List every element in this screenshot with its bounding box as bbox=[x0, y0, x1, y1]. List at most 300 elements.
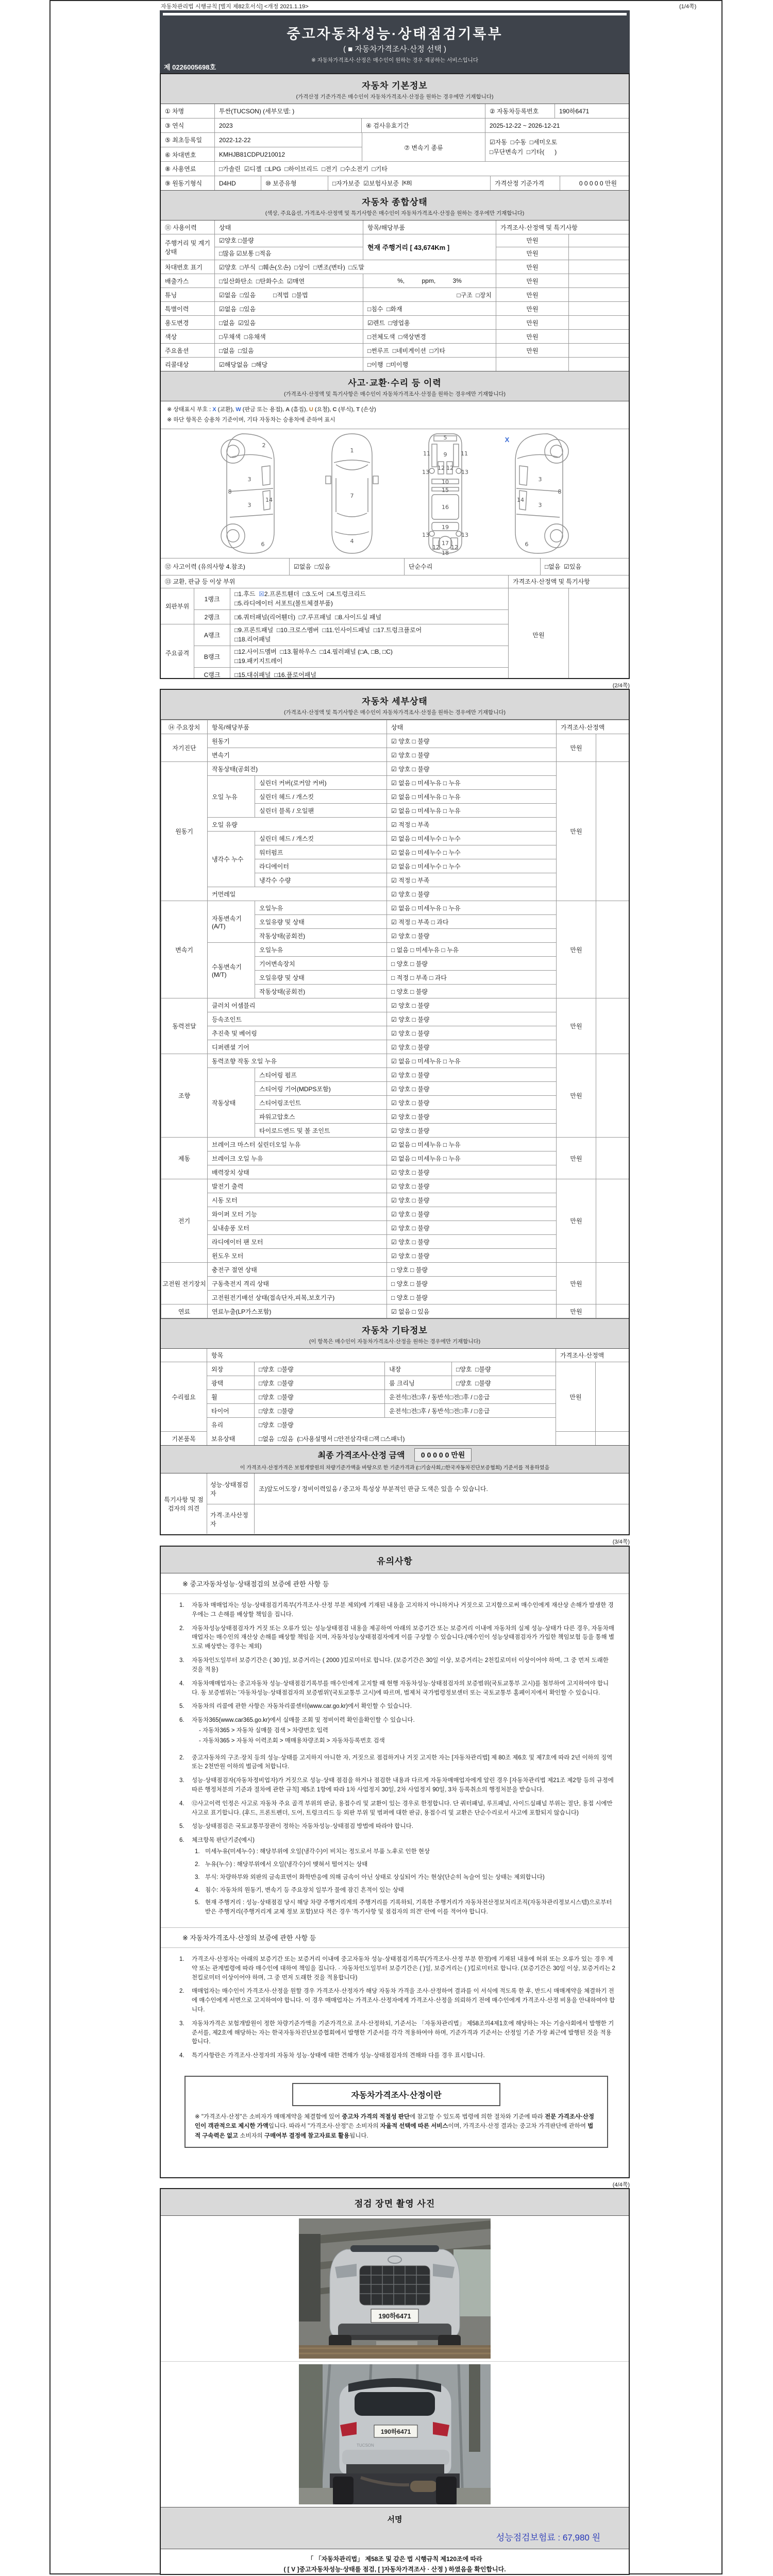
notice-sub-number: 3. bbox=[195, 1874, 200, 1880]
opinion-rows bbox=[207, 1473, 630, 1534]
detail-subtitle: (가격조사·산정액 및 특기사항은 매수인이 자동차가격조사·산정을 원하는 경우에만 기재합니다) bbox=[284, 709, 506, 716]
item-cell: 스티어링 펌프 bbox=[255, 1068, 387, 1082]
notice-sub-number: 4. bbox=[195, 1887, 200, 1893]
blank bbox=[569, 344, 630, 357]
detail-row bbox=[161, 1054, 630, 1068]
notice-item-number: 6. bbox=[179, 1837, 184, 1844]
outer-panel-label: 외판부위 bbox=[161, 588, 194, 624]
notice-sub-item bbox=[195, 1886, 615, 1895]
device-cell: 전기 bbox=[161, 1179, 208, 1263]
price-unit: 만원 bbox=[496, 330, 569, 343]
rank1-line1 bbox=[234, 589, 366, 599]
item-cell: 실린더 헤드 / 개스킷 bbox=[255, 832, 387, 845]
state-cell: ☑ 없음 □ 미세누수 □ 누수 bbox=[387, 832, 557, 845]
price-unit: 만원 bbox=[496, 288, 569, 301]
blank bbox=[569, 588, 630, 679]
option-item: □썬루프 □네비게이션 □기타 bbox=[363, 344, 496, 357]
box-text-segment: 중고차 가격의 적절성 판단 bbox=[342, 2114, 410, 2121]
page-marker-3: (3/4쪽) bbox=[612, 1539, 630, 1545]
notice-item bbox=[179, 1656, 615, 1675]
reg-no-label: ② 자동차등록번호 bbox=[485, 104, 555, 118]
usage-change-label: 용도변경 bbox=[161, 316, 215, 329]
other-col-price: 가격조사·산정액 bbox=[560, 1352, 604, 1359]
insurance-fee: 성능점검보험료 : 67,980 원 bbox=[496, 2533, 600, 2543]
notice-text: 자동차인도일부터 보증기간은 ( 30 )일, 보증거리는 ( 2000 )킬로미터로 합니다. (보증기간은 30일 이상, 보증거리는 2천킬로미터 이상이어야 하며, 그 중 먼저 도래한 것을 적용) bbox=[192, 1657, 609, 1673]
repair-item-state: □양호 □불량 bbox=[255, 1376, 385, 1390]
note-cell bbox=[596, 1054, 630, 1138]
price-unit-cell: 만원 bbox=[557, 734, 596, 762]
base-price-label: 가격산정 기준가격 bbox=[491, 176, 560, 190]
photo-rear bbox=[161, 2362, 629, 2507]
blank bbox=[569, 302, 630, 315]
page-3 bbox=[160, 1546, 630, 2178]
notice-sub-text: 미세누유(미세누수) : 해당부위에 오일(냉각수)이 비치는 정도로서 부품 노후로 인한 현상 bbox=[205, 1849, 430, 1855]
page-2 bbox=[160, 689, 630, 1535]
rank1-seg2: 2.프론트휀더 □3.도어 □4.트렁크리드 bbox=[264, 590, 366, 598]
appraiser-row bbox=[207, 1504, 630, 1534]
item-cell: 워터펌프 bbox=[255, 845, 387, 859]
col-state: 상태 bbox=[387, 720, 557, 734]
row-color bbox=[161, 330, 629, 344]
state-cell: ☑ 적정 □ 부족 bbox=[387, 873, 557, 887]
notice-sub-item bbox=[195, 1860, 615, 1870]
car-diagram-side-left bbox=[212, 431, 290, 556]
item-cell: 작동상태(공회전) bbox=[255, 929, 387, 943]
repair-item-state: □양호 □불량 bbox=[259, 1421, 294, 1429]
notice-sub-number: 2. bbox=[195, 1861, 200, 1868]
note-cell bbox=[596, 1179, 630, 1263]
note-cell bbox=[596, 998, 630, 1054]
rankC-row bbox=[194, 668, 508, 679]
detail-row bbox=[161, 1263, 630, 1277]
state-cell: ☑ 양호 □ 불량 bbox=[387, 1110, 557, 1124]
base-price-value: 0 0 0 0 0 만원 bbox=[579, 180, 617, 187]
notice-sub-text: 침수: 자동차의 원동기, 변속기 등 주요장치 일부가 물에 잠긴 흔적이 있는 상태 bbox=[205, 1887, 404, 1893]
panel-number: 13 bbox=[422, 531, 429, 538]
panel-number: 8 bbox=[228, 488, 232, 495]
state-cell: □ 없음 □ 미세누유 □ 누유 bbox=[387, 943, 557, 957]
overall-title: 자동차 종합상태 bbox=[362, 197, 428, 207]
panel-number: 12 bbox=[451, 544, 458, 551]
item-cell: 커먼레일 bbox=[208, 887, 387, 901]
panel-number: 13 bbox=[461, 531, 468, 538]
notice-item bbox=[179, 2052, 615, 2061]
item-cell: 클러치 어셈블리 bbox=[208, 998, 387, 1012]
row-recall bbox=[161, 358, 629, 371]
item-cell: 시동 모터 bbox=[208, 1193, 387, 1207]
basic-items-state: □없음 □있음 (□사용설명서 □안전삼각대 □잭 □스패너) bbox=[255, 1432, 556, 1445]
state-cell: □ 양호 □ 불량 bbox=[387, 1291, 557, 1304]
mileage-label: 주행거리 및 계기상태 bbox=[161, 234, 215, 260]
notice-text: 중고자동차의 구조·장치 등의 성능·상태를 고지하지 아니한 자, 거짓으로 점검하거나 거짓 고지한 자는 [자동차관리법] 제 80조 제6호 및 제7호에 따라 2년 이하의 징역 또는 2천만원 이하의 벌금에 처합니다. bbox=[192, 1754, 613, 1770]
state-cell: □ 양호 □ 불량 bbox=[387, 1263, 557, 1277]
state-cell: ☑ 없음 □ 있음 bbox=[387, 1304, 557, 1318]
item-cell: 추진축 및 베어링 bbox=[208, 1026, 387, 1040]
state-cell: □ 양호 □ 불량 bbox=[387, 985, 557, 998]
state-cell: ☑ 없음 □ 미세누수 □ 누수 bbox=[387, 859, 557, 873]
item-cell: 와이퍼 모터 기능 bbox=[208, 1207, 387, 1221]
blank bbox=[569, 358, 630, 371]
rank1-row bbox=[194, 588, 508, 610]
parts-label: ⑬ 교환, 판금 등 이상 부위 bbox=[161, 575, 509, 588]
repair-item-label: 내장 bbox=[385, 1362, 452, 1376]
overall-colhead bbox=[161, 221, 629, 234]
tuning-label: 튜닝 bbox=[161, 288, 215, 301]
state-cell: ☑ 없음 □ 미세누유 □ 누유 bbox=[387, 1151, 557, 1165]
panel-number: 5 bbox=[443, 434, 447, 441]
row-mileage bbox=[161, 234, 629, 260]
accident-header bbox=[161, 371, 629, 401]
item-cell: 타이로드엔드 및 볼 조인트 bbox=[255, 1124, 387, 1138]
notice-item bbox=[179, 1680, 615, 1698]
special-label: 특별이력 bbox=[161, 302, 215, 315]
item-cell: 스티어링 기어(MDPS포함) bbox=[255, 1082, 387, 1096]
panel-number: 2 bbox=[262, 442, 266, 449]
box-text-segment: 입니다. 따라서 "가격조사·산정"은 소비자의 bbox=[268, 2123, 380, 2130]
col-price: 가격조사·산정액 bbox=[557, 720, 630, 734]
other-colhead bbox=[161, 1349, 629, 1362]
color-item: □전체도색 □색상변경 bbox=[363, 330, 496, 343]
item-cell: 변속기 bbox=[208, 748, 387, 762]
recall-state: ☑해당없음 □해당 bbox=[215, 358, 363, 371]
photos-title: 점검 장면 촬영 사진 bbox=[354, 2199, 435, 2209]
first-reg-value: 2022-12-22 bbox=[219, 136, 251, 144]
notice-sub-item bbox=[195, 1848, 615, 1857]
notice-text: 매매업자는 매수인이 가격조사·산정을 원할 경우 가격조사·산정자가 해당 자동차 가격을 조사·산정하여 결과를 이 서식에 적도록 한 후, 반드시 매매계약을 체결하기 전에 매수인에게 서면으로 고지하여야 합니다. 이 경우 매매업자는 가격조사·산정자에게 가격조사·산정을 의뢰하기 전에 매수인에게 가격조사·산정 비용을 안내하여야 합니다. bbox=[192, 1988, 615, 2013]
state-cell: ☑ 양호 □ 불량 bbox=[387, 887, 557, 901]
notice-item-number: 5. bbox=[179, 1703, 184, 1710]
legend-part: A bbox=[285, 406, 290, 413]
item-cell: 실린더 블록 / 오일팬 bbox=[255, 804, 387, 818]
vin-label: ⑥ 차대번호 bbox=[161, 147, 215, 162]
confirmation-text bbox=[161, 2549, 629, 2575]
repair-item-label: 룸 크리닝 bbox=[385, 1376, 452, 1390]
inspection-photo-rear bbox=[299, 2364, 491, 2504]
price-unit-cell: 만원 bbox=[557, 762, 596, 901]
item-cell: 오일 유량 bbox=[208, 818, 387, 832]
notice-item-text bbox=[192, 1601, 615, 1620]
rank2-label: 2랭크 bbox=[194, 609, 230, 624]
item-cell: 등속조인트 bbox=[208, 1012, 387, 1026]
signature-title: 서명 bbox=[387, 2515, 402, 2524]
basic-items-sub: 보유상태 bbox=[207, 1432, 255, 1445]
state-cell: ☑ 없음 □ 미세누수 □ 누수 bbox=[387, 845, 557, 859]
notice-item bbox=[179, 1987, 615, 2014]
legend-part: U bbox=[309, 406, 313, 413]
detail-row bbox=[161, 1179, 630, 1193]
repair-row bbox=[207, 1418, 556, 1432]
notice-sub-list bbox=[195, 1848, 615, 1917]
rankC-items: □15.대쉬패널 □16.플로어패널 bbox=[234, 671, 316, 679]
notice-item-text bbox=[192, 1987, 615, 2014]
car-name-value: 투싼(TUCSON) (세부모델: ) bbox=[215, 104, 485, 118]
notice-item bbox=[179, 1716, 615, 1745]
notice-item bbox=[179, 1822, 615, 1832]
color-state: □무채색 □유채색 bbox=[215, 330, 363, 343]
simple-repair-label: 단순수리 bbox=[405, 558, 541, 575]
option-label: 주요옵션 bbox=[161, 344, 215, 357]
note-cell bbox=[596, 901, 630, 998]
sub-group-cell: 작동상태 bbox=[208, 1068, 255, 1138]
usage-change-item: ☑렌트 □영업용 bbox=[363, 316, 496, 329]
note-cell bbox=[596, 1304, 630, 1318]
repair-item-detail: 운전석□전□후 / 동반석□전□후 / □응급 bbox=[389, 1407, 490, 1415]
doc-title: 중고자동차성능·상태점검기록부 bbox=[287, 26, 503, 42]
detail-header bbox=[161, 690, 629, 720]
item-cell: 실린더 헤드 / 개스킷 bbox=[255, 790, 387, 804]
license-plate-rear: 190하6471 bbox=[380, 2428, 411, 2435]
blank bbox=[161, 1349, 207, 1362]
price-unit: 만원 bbox=[496, 344, 569, 357]
sub-group-cell: 수동변속기 (M/T) bbox=[208, 943, 255, 998]
emission-value: %, ppm, 3% bbox=[363, 274, 496, 287]
notice-item bbox=[179, 2020, 615, 2047]
state-cell: □ 양호 □ 불량 bbox=[387, 957, 557, 971]
firstreg-vin-col bbox=[161, 133, 362, 161]
price-unit-cell: 만원 bbox=[557, 1304, 596, 1318]
notice-item bbox=[179, 1624, 615, 1652]
repair-item-label: 광택 bbox=[207, 1376, 255, 1390]
state-cell: ☑ 양호 □ 불량 bbox=[387, 734, 557, 748]
notice-item-number: 1. bbox=[179, 1602, 184, 1608]
transmission-line1: ☑자동 □수동 □세미오토 bbox=[490, 139, 558, 146]
rankA-line2: □18.리어패널 bbox=[234, 636, 271, 643]
box-text-segment: 에 참고할 수 있도록 법령에 의한 절차와 기준에 따라 bbox=[410, 2114, 545, 2121]
rankB-items bbox=[230, 646, 509, 667]
sub-group-cell: 자동변속기 (A/T) bbox=[208, 901, 255, 943]
item-cell: 배력장치 상태 bbox=[208, 1165, 387, 1179]
confirm-line-1: 「 「자동차관리법」 제58조 및 같은 법 시행규칙 제120조에 따라 bbox=[307, 2555, 482, 2563]
notice-sub-item bbox=[195, 1873, 615, 1883]
item-cell: 디퍼렌셜 기어 bbox=[208, 1040, 387, 1054]
item-cell: 발전기 출력 bbox=[208, 1179, 387, 1193]
notice-text: 자동차매매업자는 중고자동차 성능·상태점검기록부를 매수인에게 고지할 때 현행 자동차성능·상태점검자의 보증범위(국토교통부 고시)를 첨부하여 고지하여야 합니다. 동 보증범위는 '자동차성능·상태점검자의 보증범위'(국토교통부 고시)에 따르며, 법제처 국가법령정보센터 또는 국토교통부 홈페이지에서 확인할 수 있습니다. bbox=[192, 1680, 609, 1696]
panel-number: 7 bbox=[350, 492, 354, 499]
blank bbox=[596, 1432, 629, 1445]
panel-number: 9 bbox=[443, 451, 447, 458]
notice-list-3 bbox=[161, 1948, 629, 2067]
panel-number: 12 bbox=[438, 464, 445, 471]
notice-item-number: 1. bbox=[179, 1956, 184, 1962]
blank bbox=[569, 274, 630, 287]
blank bbox=[569, 330, 630, 343]
notice-item bbox=[179, 1955, 615, 1982]
parts-price-label: 가격조사·산정액 및 특기사항 bbox=[513, 578, 590, 586]
repair-price-unit: 만원 bbox=[556, 1362, 596, 1432]
panel-number: 13 bbox=[422, 468, 429, 476]
notice-item-number: 3. bbox=[179, 2020, 184, 2027]
legend-part: ※ 상태표시 부호 : bbox=[167, 406, 213, 413]
price-unit: 만원 bbox=[496, 234, 568, 247]
repair-block bbox=[161, 1362, 629, 1432]
repair-item-label: 외장 bbox=[207, 1362, 255, 1376]
detail-row bbox=[161, 998, 630, 1012]
blank bbox=[596, 1362, 629, 1432]
engine-type-value: D4HD bbox=[215, 176, 261, 190]
tuning-legal: □적법 □불법 bbox=[273, 291, 308, 299]
doc-subtitle: ( ■ 자동차가격조사·산정 선택 ) bbox=[343, 45, 447, 54]
device-cell: 변속기 bbox=[161, 901, 208, 998]
panel-number: 12 bbox=[432, 544, 440, 551]
panel-number: 17 bbox=[442, 539, 449, 547]
appraiser-text bbox=[255, 1504, 630, 1534]
row-parts-head bbox=[161, 575, 629, 588]
legend-line-2: ※ 하단 항목은 승용차 기준이며, 기타 자동차는 승용차에 준하여 표시 bbox=[167, 416, 335, 423]
notice-sub-number: 1. bbox=[195, 1849, 200, 1855]
simple-repair-state: □없음 ☑있음 bbox=[545, 563, 582, 571]
rankC-label: C랭크 bbox=[194, 668, 230, 679]
panel-number: 8 bbox=[558, 488, 562, 495]
inspector-text: 조)앞도어도장 / 정비이력있음 / 중고차 특성상 부분적인 판금 도색은 있을 수 있습니다. bbox=[259, 1485, 488, 1493]
state-cell: □ 적정 □ 부족 □ 과다 bbox=[387, 971, 557, 985]
device-cell: 고전원 전기장치 bbox=[161, 1263, 208, 1304]
row-vin-mark bbox=[161, 260, 629, 274]
page-4 bbox=[160, 2188, 630, 2575]
item-cell: 파워고압호스 bbox=[255, 1110, 387, 1124]
blank bbox=[496, 358, 569, 371]
photos-header bbox=[161, 2189, 629, 2216]
legend-part: (부식), bbox=[337, 406, 357, 413]
recall-item: □이행 □미이행 bbox=[363, 358, 496, 371]
other-subtitle: (이 항목은 매수인이 자동차가격조사·산정을 원하는 경우에만 기재합니다) bbox=[309, 1338, 481, 1345]
inspection-photo-front bbox=[299, 2218, 491, 2359]
rankB-label: B랭크 bbox=[194, 646, 230, 667]
final-price-value: 0 0 0 0 0 만원 bbox=[414, 1448, 472, 1462]
title-banner bbox=[160, 10, 630, 73]
notice-item bbox=[179, 1601, 615, 1620]
doc-number: 제 0226005698호 bbox=[164, 63, 216, 71]
final-price-label: 최종 가격조사·산정 금액 bbox=[317, 1451, 405, 1460]
page-marker-1: (1/4쪽) bbox=[679, 4, 697, 10]
reg-no-value: 190하6471 bbox=[559, 108, 590, 115]
accident-title: 사고·교환·수리 등 이력 bbox=[348, 378, 442, 388]
row-car-name bbox=[161, 104, 629, 118]
notice-item-text bbox=[192, 2052, 615, 2061]
warranty-label: ⑩ 보증유형 bbox=[261, 176, 328, 190]
row-options bbox=[161, 344, 629, 358]
panel-number: 14 bbox=[517, 496, 524, 503]
item-cell: 실린더 커버(로커암 커버) bbox=[255, 776, 387, 790]
notice-item-number: 3. bbox=[179, 1777, 184, 1784]
panel-number: 6 bbox=[261, 540, 265, 548]
state-cell: ☑ 없음 □ 미세누유 □ 누유 bbox=[387, 790, 557, 804]
notice-text: 자동차365(www.car365.go.kr)에서 실매물 조회 및 정비이력 확인을확인할 수 있습니다. bbox=[192, 1717, 415, 1724]
rank2-items: □6.쿼터패널(리어휀더) □7.루프패널 □8.사이드실 패널 bbox=[234, 613, 382, 621]
repair-item-label: 유리 bbox=[207, 1418, 255, 1432]
confirm-line-2: ( [ V ]중고자동차성능·상태를 점검, [ ]자동차가격조사 · 산정 ) 하였음을 확인합니다. bbox=[283, 2566, 506, 2573]
panel-number: 6 bbox=[525, 540, 529, 548]
repair-item-state: □양호 □불량 bbox=[255, 1404, 385, 1418]
repair-label: 수리필요 bbox=[161, 1362, 207, 1432]
state-cell: ☑ 없음 □ 미세누유 □ 누유 bbox=[387, 1054, 557, 1068]
note-cell bbox=[596, 1138, 630, 1179]
notice-item-number: 5. bbox=[179, 1823, 184, 1830]
state-cell: ☑ 양호 □ 불량 bbox=[387, 1221, 557, 1235]
state-cell: ☑ 양호 □ 불량 bbox=[387, 929, 557, 943]
legend-part: (판금 또는 용접), bbox=[241, 406, 286, 413]
repair-item-state: □양호 □불량 bbox=[255, 1390, 385, 1404]
signature-band bbox=[161, 2507, 629, 2549]
notice-item-text bbox=[192, 1800, 615, 1818]
state-cell: ☑ 양호 □ 불량 bbox=[387, 1082, 557, 1096]
page-marker-2: (2/4쪽) bbox=[612, 683, 630, 689]
item-cell: 작동상태(공회전) bbox=[255, 985, 387, 998]
blank bbox=[569, 234, 630, 247]
price-unit: 만원 bbox=[496, 302, 569, 315]
special-item: □침수 □화재 bbox=[363, 302, 496, 315]
repair-row bbox=[207, 1404, 556, 1418]
license-plate-front: 190하6471 bbox=[378, 2312, 411, 2320]
notice-item-text bbox=[192, 1680, 615, 1698]
panel-number: 4 bbox=[350, 537, 354, 545]
firstreg-subrow bbox=[161, 133, 362, 147]
mileage-state1: ☑양호 □불량 bbox=[215, 234, 363, 247]
emission-label: 배출가스 bbox=[161, 274, 215, 287]
notice-item bbox=[179, 1702, 615, 1711]
item-cell: 실내송풍 모터 bbox=[208, 1221, 387, 1235]
price-appraisal-box-title: 자동차가격조사·산정이란 bbox=[292, 2083, 500, 2106]
first-reg-label: ⑤ 최초등록일 bbox=[161, 133, 215, 147]
rankA-label: A랭크 bbox=[194, 624, 230, 646]
state-cell: ☑ 없음 □ 미세누유 □ 누유 bbox=[387, 776, 557, 790]
panel-number: 13 bbox=[461, 468, 468, 476]
notice-text: 체크항목 판단기준(예시) bbox=[192, 1837, 255, 1844]
rankB-row bbox=[194, 646, 508, 668]
state-cell: ☑ 양호 □ 불량 bbox=[387, 1096, 557, 1110]
item-cell: 오일누유 bbox=[255, 901, 387, 915]
transmission-value bbox=[485, 133, 630, 162]
state-cell: ☑ 적정 □ 부족 □ 과다 bbox=[387, 915, 557, 929]
price-unit: 만원 bbox=[496, 260, 569, 274]
appraiser-label: 가격·조사산정자 bbox=[207, 1504, 255, 1534]
row-special-history bbox=[161, 302, 629, 316]
notice-sub-text: 누유(누수) : 해당부위에서 오일(냉각수)이 맺혀서 떨어지는 상태 bbox=[205, 1861, 368, 1868]
blank bbox=[569, 260, 630, 274]
doc-note: ※ 자동차가격조사·산정은 매수인이 원하는 경우 제공하는 서비스입니다 bbox=[311, 57, 478, 63]
box-text-segment: 이며, 가격조사·산정 결과는 중고차 가격판단에 관하여 bbox=[448, 2123, 588, 2130]
legend-part: X bbox=[212, 406, 216, 413]
notice-item bbox=[179, 1800, 615, 1818]
color-label: 색상 bbox=[161, 330, 215, 343]
year-label: ③ 연식 bbox=[161, 118, 215, 132]
price-unit: 만원 bbox=[496, 316, 569, 329]
detail-table bbox=[161, 720, 630, 1318]
fuel-value: □가솔린 ☑디젤 □LPG □하이브리드 □전기 □수소전기 □기타 bbox=[219, 165, 388, 173]
notice-text: 가격조사·산정자는 아래의 보증기간 또는 보증거리 이내에 중고자동차 성능·상태점검기록부(가격조사·산정 부분 한정)에 기재된 내용에 허위 또는 오류가 있는 경우 계약 또는 관계법령에 따라 매수인에 대하여 책임을 집니다. · 자동차인도일부터 보증기간은 ( )일, 보증거리는 ( )킬로미터로 합니다. (보증기간은 30일 이상, 보증거리는 2천킬로미터 이상이어야 하며, 그 중 먼저 도래한 것을 적용합니다) bbox=[192, 1956, 615, 1981]
item-cell: 구동축전지 격리 상태 bbox=[208, 1277, 387, 1291]
notice-item-text bbox=[192, 1822, 615, 1832]
device-cell: 동력전달 bbox=[161, 998, 208, 1054]
notice-item-number: 4. bbox=[179, 1800, 184, 1807]
banner-stripe bbox=[163, 13, 627, 15]
notice-text: 자동차가격은 보험개발원이 정한 차량기준가액을 기준가격으로 조사·산정하되, 기준서는 「자동차관리법」 제58조의4제1호에 해당하는 자는 기술사회에서 발행한 기준서를, 제2호에 해당하는 자는 한국자동차진단보증협회에서 발행한 기준서를 각각 적용하여야 하며, 기준가격과 기준서는 산정일 기준 가장 최근에 발행된 것을 적용합니다. bbox=[192, 2020, 614, 2045]
notice-item-number: 6. bbox=[179, 1717, 184, 1724]
state-cell: ☑ 적정 □ 부족 bbox=[387, 818, 557, 832]
panel-number: 10 bbox=[442, 478, 449, 485]
repair-item-label: 휠 bbox=[207, 1390, 255, 1404]
option-state: □없음 □있음 bbox=[215, 344, 363, 357]
state-cell: ☑ 양호 □ 불량 bbox=[387, 998, 557, 1012]
notice-list-2 bbox=[161, 1753, 629, 1927]
other-header bbox=[161, 1318, 629, 1349]
mileage-state2: □많음 ☑보통 □적음 bbox=[219, 250, 272, 258]
form-reference: 자동차관리법 시행규칙 [별지 제82호서식] <개정 2021.1.19> bbox=[161, 4, 309, 10]
accident-subtitle: (가격조사·산정액 및 특기사항은 매수인이 자동차가격조사·산정을 원하는 경우에만 기재합니다) bbox=[284, 391, 506, 397]
state-cell: ☑ 양호 □ 불량 bbox=[387, 1165, 557, 1179]
parts-group-col bbox=[161, 588, 194, 679]
inspection-value: 2025-12-22 ~ 2026-12-21 bbox=[490, 122, 560, 129]
overall-subtitle: (색상, 주요옵션, 가격조사·산정액 및 특기사항은 매수인이 자동차가격조사·산정을 원하는 경우에만 기재합니다) bbox=[265, 210, 525, 216]
